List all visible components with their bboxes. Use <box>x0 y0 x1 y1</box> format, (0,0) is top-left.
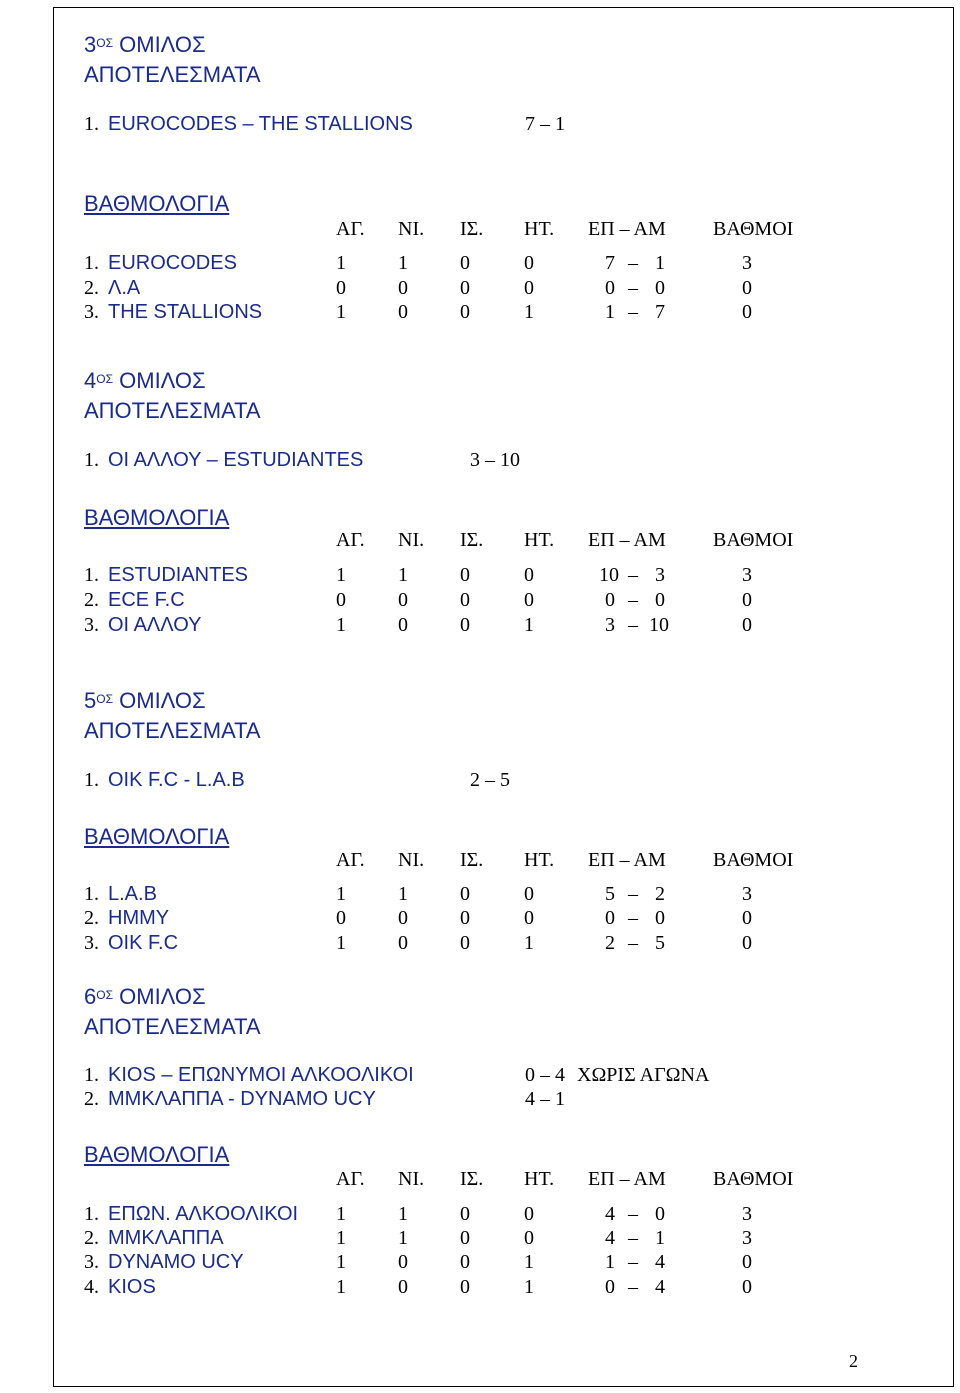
column-header: ΗΤ. <box>524 529 555 551</box>
standings-team: OIK F.C <box>108 932 179 954</box>
stat-played: 0 <box>336 907 346 929</box>
goals-dash: – <box>628 907 638 929</box>
stat-played: 1 <box>336 932 346 954</box>
stat-wins: 0 <box>398 589 408 611</box>
stat-wins: 0 <box>398 932 408 954</box>
standings-team: ΜΜΚΛΑΠΠΑ <box>108 1227 224 1249</box>
stat-goals-against: 10 <box>649 614 669 636</box>
stat-wins: 0 <box>398 277 408 299</box>
column-header: ΒΑΘΜΟΙ <box>713 1168 794 1190</box>
stat-points: 3 <box>742 883 752 905</box>
result-match: OIK F.C - L.A.B <box>108 769 245 791</box>
stat-losses: 0 <box>524 907 534 929</box>
stat-draws: 0 <box>460 883 470 905</box>
column-header: ΙΣ. <box>460 849 484 871</box>
stat-points: 3 <box>742 252 752 274</box>
group-number: 5 <box>84 688 97 713</box>
stat-played: 1 <box>336 1227 346 1249</box>
stat-wins: 1 <box>398 883 408 905</box>
standings-index: 2. <box>84 907 99 929</box>
result-index: 1. <box>84 113 99 135</box>
column-header: ΙΣ. <box>460 218 484 240</box>
stat-losses: 0 <box>524 277 534 299</box>
standings-index: 3. <box>84 932 99 954</box>
stat-goals-against: 1 <box>655 1227 665 1249</box>
result-index: 1. <box>84 769 99 791</box>
stat-played: 1 <box>336 564 346 586</box>
column-header: ΑΓ. <box>336 1168 365 1190</box>
column-header: ΕΠ – ΑΜ <box>588 1168 666 1190</box>
stat-draws: 0 <box>460 301 470 323</box>
stat-goals-against: 0 <box>655 907 665 929</box>
stat-draws: 0 <box>460 1251 470 1273</box>
stat-goals-against: 0 <box>655 1203 665 1225</box>
column-header: ΕΠ – ΑΜ <box>588 218 666 240</box>
stat-goals-against: 4 <box>655 1276 665 1298</box>
stat-goals-for: 3 <box>605 614 615 636</box>
stat-wins: 0 <box>398 1251 408 1273</box>
result-index: 1. <box>84 449 99 471</box>
stat-played: 1 <box>336 1251 346 1273</box>
standings-index: 1. <box>84 883 99 905</box>
standings-team: ECE F.C <box>108 589 185 611</box>
column-header: ΝΙ. <box>398 218 425 240</box>
page-number: 2 <box>849 1351 858 1371</box>
group-number: 6 <box>84 984 97 1009</box>
stat-points: 3 <box>742 564 752 586</box>
column-header: ΕΠ – ΑΜ <box>588 849 666 871</box>
standings-team: THE STALLIONS <box>108 301 263 323</box>
goals-dash: – <box>628 1203 638 1225</box>
standings-team: EUROCODES <box>108 252 237 274</box>
standings-team: L.A.B <box>108 883 157 905</box>
stat-goals-against: 0 <box>655 589 665 611</box>
group-word: ΟΜΙΛΟΣ <box>113 984 206 1009</box>
stat-goals-against: 3 <box>655 564 665 586</box>
stat-played: 0 <box>336 277 346 299</box>
stat-played: 1 <box>336 1203 346 1225</box>
standings-index: 2. <box>84 589 99 611</box>
standings-heading: ΒΑΘΜΟΛΟΓΙΑ <box>84 824 230 849</box>
standings-index: 1. <box>84 1203 99 1225</box>
goals-dash: – <box>628 614 638 636</box>
stat-draws: 0 <box>460 932 470 954</box>
stat-draws: 0 <box>460 589 470 611</box>
goals-dash: – <box>628 883 638 905</box>
stat-points: 0 <box>742 277 752 299</box>
result-index: 2. <box>84 1088 99 1110</box>
result-score: 7 – 1 <box>525 113 565 135</box>
result-score: 3 – 10 <box>470 449 520 471</box>
results-heading: ΑΠΟΤΕΛΕΣΜΑΤΑ <box>84 62 261 87</box>
stat-goals-against: 5 <box>655 932 665 954</box>
stat-goals-for: 4 <box>605 1203 615 1225</box>
stat-draws: 0 <box>460 277 470 299</box>
column-header: ΙΣ. <box>460 529 484 551</box>
standings-index: 3. <box>84 1251 99 1273</box>
group-number-suffix: ΟΣ <box>96 372 114 386</box>
group-number-suffix: ΟΣ <box>96 692 114 706</box>
stat-points: 3 <box>742 1203 752 1225</box>
stat-goals-for: 0 <box>605 1276 615 1298</box>
stat-played: 1 <box>336 614 346 636</box>
group-title <box>84 30 206 60</box>
stat-goals-for: 1 <box>605 1251 615 1273</box>
stat-points: 0 <box>742 907 752 929</box>
stat-points: 0 <box>742 614 752 636</box>
stat-points: 0 <box>742 932 752 954</box>
result-match: ΟΙ ΑΛΛΟΥ – ESTUDIANTES <box>108 449 364 471</box>
stat-points: 3 <box>742 1227 752 1249</box>
column-header: ΕΠ – ΑΜ <box>588 529 666 551</box>
stat-losses: 0 <box>524 1203 534 1225</box>
goals-dash: – <box>628 564 638 586</box>
stat-goals-against: 7 <box>655 301 665 323</box>
group-word: ΟΜΙΛΟΣ <box>113 32 206 57</box>
stat-goals-for: 0 <box>605 589 615 611</box>
stat-points: 0 <box>742 1251 752 1273</box>
stat-losses: 1 <box>524 1276 534 1298</box>
stat-points: 0 <box>742 1276 752 1298</box>
results-heading: ΑΠΟΤΕΛΕΣΜΑΤΑ <box>84 398 261 423</box>
column-header: ΑΓ. <box>336 849 365 871</box>
stat-losses: 1 <box>524 1251 534 1273</box>
column-header: ΙΣ. <box>460 1168 484 1190</box>
stat-played: 1 <box>336 1276 346 1298</box>
stat-losses: 1 <box>524 301 534 323</box>
stat-points: 0 <box>742 301 752 323</box>
group-number: 3 <box>84 32 97 57</box>
stat-goals-against: 4 <box>655 1251 665 1273</box>
result-score: 2 – 5 <box>470 769 510 791</box>
goals-dash: – <box>628 277 638 299</box>
standings-team: ESTUDIANTES <box>108 564 249 586</box>
stat-wins: 1 <box>398 252 408 274</box>
standings-index: 2. <box>84 1227 99 1249</box>
results-heading: ΑΠΟΤΕΛΕΣΜΑΤΑ <box>84 718 261 743</box>
stat-goals-for: 5 <box>605 883 615 905</box>
stat-goals-against: 1 <box>655 252 665 274</box>
stat-wins: 1 <box>398 564 408 586</box>
stat-wins: 1 <box>398 1203 408 1225</box>
goals-dash: – <box>628 301 638 323</box>
group-title <box>84 982 206 1012</box>
standings-team: ΕΠΩΝ. ΑΛΚΟΟΛΙΚΟΙ <box>108 1203 299 1225</box>
result-score: 4 – 1 <box>525 1088 565 1110</box>
goals-dash: – <box>628 252 638 274</box>
stat-goals-for: 1 <box>605 301 615 323</box>
standings-index: 1. <box>84 252 99 274</box>
column-header: ΗΤ. <box>524 218 555 240</box>
stat-goals-for: 2 <box>605 932 615 954</box>
column-header: ΒΑΘΜΟΙ <box>713 529 794 551</box>
stat-losses: 0 <box>524 1227 534 1249</box>
column-header: ΑΓ. <box>336 218 365 240</box>
stat-losses: 0 <box>524 252 534 274</box>
column-header: ΝΙ. <box>398 1168 425 1190</box>
column-header: ΝΙ. <box>398 849 425 871</box>
goals-dash: – <box>628 589 638 611</box>
stat-draws: 0 <box>460 1276 470 1298</box>
standings-heading: ΒΑΘΜΟΛΟΓΙΑ <box>84 505 230 530</box>
group-title <box>84 686 206 716</box>
stat-played: 1 <box>336 301 346 323</box>
group-number: 4 <box>84 368 97 393</box>
standings-heading: ΒΑΘΜΟΛΟΓΙΑ <box>84 1142 230 1167</box>
result-match: EUROCODES – THE STALLIONS <box>108 113 413 135</box>
stat-played: 0 <box>336 589 346 611</box>
goals-dash: – <box>628 1227 638 1249</box>
standings-team: ΟΙ ΑΛΛΟΥ <box>108 614 202 636</box>
stat-losses: 1 <box>524 932 534 954</box>
standings-heading: ΒΑΘΜΟΛΟΓΙΑ <box>84 191 230 216</box>
group-title <box>84 366 206 396</box>
group-word: ΟΜΙΛΟΣ <box>113 368 206 393</box>
standings-index: 4. <box>84 1276 99 1298</box>
group-number-suffix: ΟΣ <box>96 988 114 1002</box>
standings-index: 3. <box>84 301 99 323</box>
goals-dash: – <box>628 1251 638 1273</box>
stat-draws: 0 <box>460 1203 470 1225</box>
stat-draws: 0 <box>460 614 470 636</box>
stat-goals-for: 0 <box>605 277 615 299</box>
column-header: ΑΓ. <box>336 529 365 551</box>
goals-dash: – <box>628 1276 638 1298</box>
standings-index: 2. <box>84 277 99 299</box>
standings-index: 1. <box>84 564 99 586</box>
stat-wins: 0 <box>398 907 408 929</box>
stat-wins: 0 <box>398 1276 408 1298</box>
stat-draws: 0 <box>460 252 470 274</box>
column-header: ΒΑΘΜΟΙ <box>713 849 794 871</box>
stat-points: 0 <box>742 589 752 611</box>
stat-draws: 0 <box>460 907 470 929</box>
standings-team: DYNAMO UCY <box>108 1251 244 1273</box>
result-match: ΜΜΚΛΑΠΠΑ - DYNAMO UCY <box>108 1088 376 1110</box>
stat-wins: 0 <box>398 301 408 323</box>
group-number-suffix: ΟΣ <box>96 36 114 50</box>
standings-index: 3. <box>84 614 99 636</box>
result-match: KIOS – ΕΠΩΝΥΜΟΙ ΑΛΚΟΟΛΙΚΟΙ <box>108 1064 414 1086</box>
column-header: ΗΤ. <box>524 1168 555 1190</box>
results-heading: ΑΠΟΤΕΛΕΣΜΑΤΑ <box>84 1014 261 1039</box>
stat-wins: 0 <box>398 614 408 636</box>
stat-losses: 0 <box>524 564 534 586</box>
stat-played: 1 <box>336 883 346 905</box>
stat-draws: 0 <box>460 1227 470 1249</box>
stat-goals-for: 7 <box>605 252 615 274</box>
result-index: 1. <box>84 1064 99 1086</box>
stat-losses: 0 <box>524 883 534 905</box>
stat-played: 1 <box>336 252 346 274</box>
standings-team: KIOS <box>108 1276 156 1298</box>
standings-team: Λ.Α <box>108 277 141 299</box>
stat-goals-against: 2 <box>655 883 665 905</box>
standings-team: HMMY <box>108 907 170 929</box>
stat-draws: 0 <box>460 564 470 586</box>
result-note: ΧΩΡΙΣ ΑΓΩΝΑ <box>577 1064 710 1086</box>
stat-goals-for: 4 <box>605 1227 615 1249</box>
stat-goals-against: 0 <box>655 277 665 299</box>
stat-losses: 0 <box>524 589 534 611</box>
result-score: 0 – 4 <box>525 1064 565 1086</box>
column-header: ΒΑΘΜΟΙ <box>713 218 794 240</box>
stat-wins: 1 <box>398 1227 408 1249</box>
column-header: ΝΙ. <box>398 529 425 551</box>
group-word: ΟΜΙΛΟΣ <box>113 688 206 713</box>
stat-goals-for: 10 <box>599 564 619 586</box>
stat-losses: 1 <box>524 614 534 636</box>
column-header: ΗΤ. <box>524 849 555 871</box>
goals-dash: – <box>628 932 638 954</box>
stat-goals-for: 0 <box>605 907 615 929</box>
